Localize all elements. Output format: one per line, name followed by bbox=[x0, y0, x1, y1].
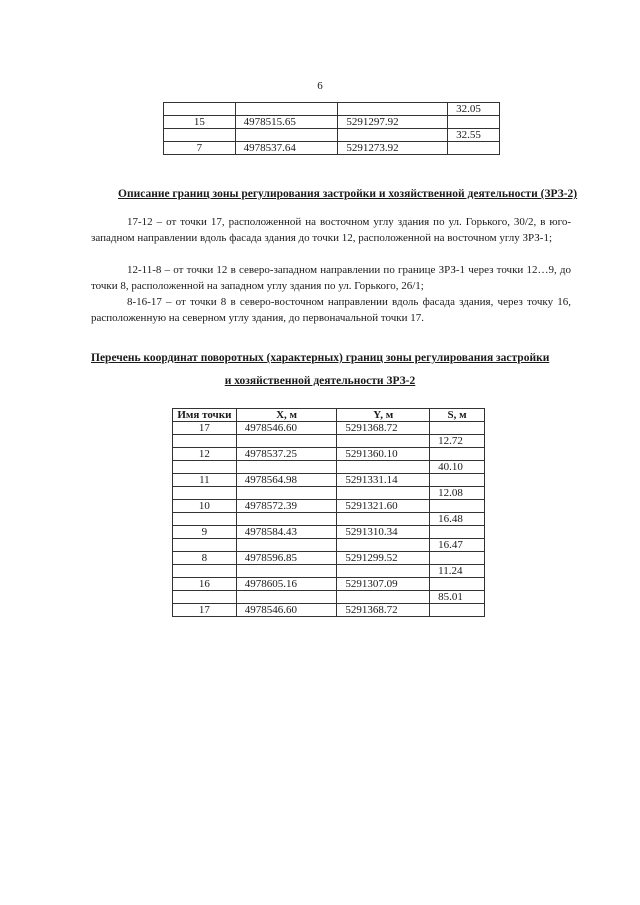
table-row bbox=[173, 448, 485, 461]
paragraph-text: 12-11-8 – от точки 12 в северо-западном направлении по границе ЗРЗ-1 через точки 12…9, до точки 8, расположенной на западном углу здания по ул. Горького, 26/1; bbox=[91, 264, 571, 292]
point-name-cell bbox=[164, 103, 236, 116]
y-coordinate-cell: 5291360.10 bbox=[337, 448, 430, 461]
x-coordinate-cell: 4978515.65 bbox=[235, 116, 338, 129]
y-coordinate-cell bbox=[337, 565, 430, 578]
y-coordinate-cell bbox=[337, 539, 430, 552]
distance-cell: 32.05 bbox=[448, 103, 500, 116]
distance-cell bbox=[430, 500, 485, 513]
point-name-cell: 12 bbox=[173, 448, 237, 461]
table-row bbox=[164, 116, 500, 129]
y-coordinate-cell: 5291307.09 bbox=[337, 578, 430, 591]
y-coordinate-cell bbox=[338, 103, 448, 116]
y-coordinate-cell bbox=[337, 435, 430, 448]
point-name-cell bbox=[173, 461, 237, 474]
y-coordinate-cell: 5291297.92 bbox=[338, 116, 448, 129]
table-row bbox=[173, 552, 485, 565]
table-row bbox=[164, 103, 500, 116]
table-row bbox=[173, 474, 485, 487]
distance-cell: 11.24 bbox=[430, 565, 485, 578]
distance-cell: 16.47 bbox=[430, 539, 485, 552]
header-point-name: Имя точки bbox=[173, 409, 237, 422]
y-coordinate-cell: 5291321.60 bbox=[337, 500, 430, 513]
distance-cell bbox=[430, 578, 485, 591]
point-name-cell bbox=[173, 565, 237, 578]
y-coordinate-cell bbox=[337, 513, 430, 526]
y-coordinate-cell: 5291368.72 bbox=[337, 604, 430, 617]
table-row bbox=[173, 526, 485, 539]
point-name-cell: 7 bbox=[164, 142, 236, 155]
x-coordinate-cell bbox=[236, 487, 337, 500]
table-row bbox=[173, 422, 485, 435]
table-row bbox=[173, 513, 485, 526]
table-row bbox=[164, 142, 500, 155]
y-coordinate-cell bbox=[338, 129, 448, 142]
section-heading-coordinates-line1: Перечень координат поворотных (характерных) границ зоны регулирования застройки bbox=[91, 352, 550, 364]
table-row bbox=[173, 500, 485, 513]
paragraph-text: 17-12 – от точки 17, расположенной на восточном углу здания по ул. Горького, 30/2, в юго-западном направлении вдоль фасада здания до точки 12, расположенной на восточном углу ЗРЗ-1; bbox=[91, 216, 571, 244]
x-coordinate-cell: 4978572.39 bbox=[236, 500, 337, 513]
x-coordinate-cell: 4978537.25 bbox=[236, 448, 337, 461]
distance-cell: 85.01 bbox=[430, 591, 485, 604]
table-row bbox=[173, 591, 485, 604]
x-coordinate-cell: 4978605.16 bbox=[236, 578, 337, 591]
x-coordinate-cell bbox=[236, 565, 337, 578]
x-coordinate-cell bbox=[236, 591, 337, 604]
paragraph-text: 8-16-17 – от точки 8 в северо-восточном направлении вдоль фасада здания, через точку 16, расположенную на северном углу здания, до первоначальной точки 17. bbox=[91, 296, 571, 324]
table-row bbox=[173, 435, 485, 448]
point-name-cell: 17 bbox=[173, 422, 237, 435]
section-heading-coordinates-line2 bbox=[0, 375, 640, 387]
x-coordinate-cell bbox=[235, 103, 338, 116]
header-y: Y, м bbox=[337, 409, 430, 422]
point-name-cell: 11 bbox=[173, 474, 237, 487]
y-coordinate-cell: 5291331.14 bbox=[337, 474, 430, 487]
table-row bbox=[173, 565, 485, 578]
page-number: 6 bbox=[317, 80, 323, 92]
distance-cell bbox=[430, 422, 485, 435]
distance-cell bbox=[448, 142, 500, 155]
x-coordinate-cell: 4978546.60 bbox=[236, 422, 337, 435]
point-name-cell: 17 bbox=[173, 604, 237, 617]
y-coordinate-cell: 5291310.34 bbox=[337, 526, 430, 539]
point-name-cell bbox=[173, 539, 237, 552]
point-name-cell bbox=[164, 129, 236, 142]
distance-cell bbox=[430, 552, 485, 565]
section-heading-boundary-description: Описание границ зоны регулирования застройки и хозяйственной деятельности (ЗРЗ-2) bbox=[118, 188, 578, 200]
x-coordinate-cell bbox=[235, 129, 338, 142]
distance-cell bbox=[430, 448, 485, 461]
x-coordinate-cell bbox=[236, 539, 337, 552]
point-name-cell: 15 bbox=[164, 116, 236, 129]
table-header-row bbox=[173, 409, 485, 422]
table-row bbox=[173, 604, 485, 617]
table-row bbox=[173, 578, 485, 591]
distance-cell: 40.10 bbox=[430, 461, 485, 474]
point-name-cell: 8 bbox=[173, 552, 237, 565]
y-coordinate-cell: 5291368.72 bbox=[337, 422, 430, 435]
distance-cell bbox=[430, 474, 485, 487]
header-x: X, м bbox=[236, 409, 337, 422]
distance-cell: 12.08 bbox=[430, 487, 485, 500]
x-coordinate-cell: 4978546.60 bbox=[236, 604, 337, 617]
table-row bbox=[173, 539, 485, 552]
x-coordinate-cell: 4978564.98 bbox=[236, 474, 337, 487]
point-name-cell bbox=[173, 591, 237, 604]
point-name-cell bbox=[173, 513, 237, 526]
x-coordinate-cell bbox=[236, 513, 337, 526]
table-row bbox=[173, 487, 485, 500]
y-coordinate-cell: 5291273.92 bbox=[338, 142, 448, 155]
distance-cell: 12.72 bbox=[430, 435, 485, 448]
distance-cell bbox=[430, 604, 485, 617]
point-name-cell bbox=[173, 435, 237, 448]
y-coordinate-cell bbox=[337, 487, 430, 500]
boundary-paragraph-3 bbox=[91, 294, 571, 326]
x-coordinate-cell: 4978584.43 bbox=[236, 526, 337, 539]
distance-cell: 16.48 bbox=[430, 513, 485, 526]
distance-cell: 32.55 bbox=[448, 129, 500, 142]
coordinates-table-continued bbox=[163, 102, 500, 155]
point-name-cell: 9 bbox=[173, 526, 237, 539]
x-coordinate-cell: 4978537.64 bbox=[235, 142, 338, 155]
boundary-paragraph-2 bbox=[91, 262, 571, 294]
point-name-cell: 16 bbox=[173, 578, 237, 591]
x-coordinate-cell bbox=[236, 435, 337, 448]
point-name-cell: 10 bbox=[173, 500, 237, 513]
y-coordinate-cell bbox=[337, 591, 430, 604]
x-coordinate-cell: 4978596.85 bbox=[236, 552, 337, 565]
boundary-paragraph-1 bbox=[91, 214, 571, 246]
distance-cell bbox=[430, 526, 485, 539]
table-row bbox=[164, 129, 500, 142]
heading-text: и хозяйственной деятельности ЗРЗ-2 bbox=[224, 375, 416, 387]
table-row bbox=[173, 461, 485, 474]
y-coordinate-cell: 5291299.52 bbox=[337, 552, 430, 565]
x-coordinate-cell bbox=[236, 461, 337, 474]
y-coordinate-cell bbox=[337, 461, 430, 474]
distance-cell bbox=[448, 116, 500, 129]
point-name-cell bbox=[173, 487, 237, 500]
coordinates-table bbox=[172, 408, 485, 617]
header-s: S, м bbox=[430, 409, 485, 422]
